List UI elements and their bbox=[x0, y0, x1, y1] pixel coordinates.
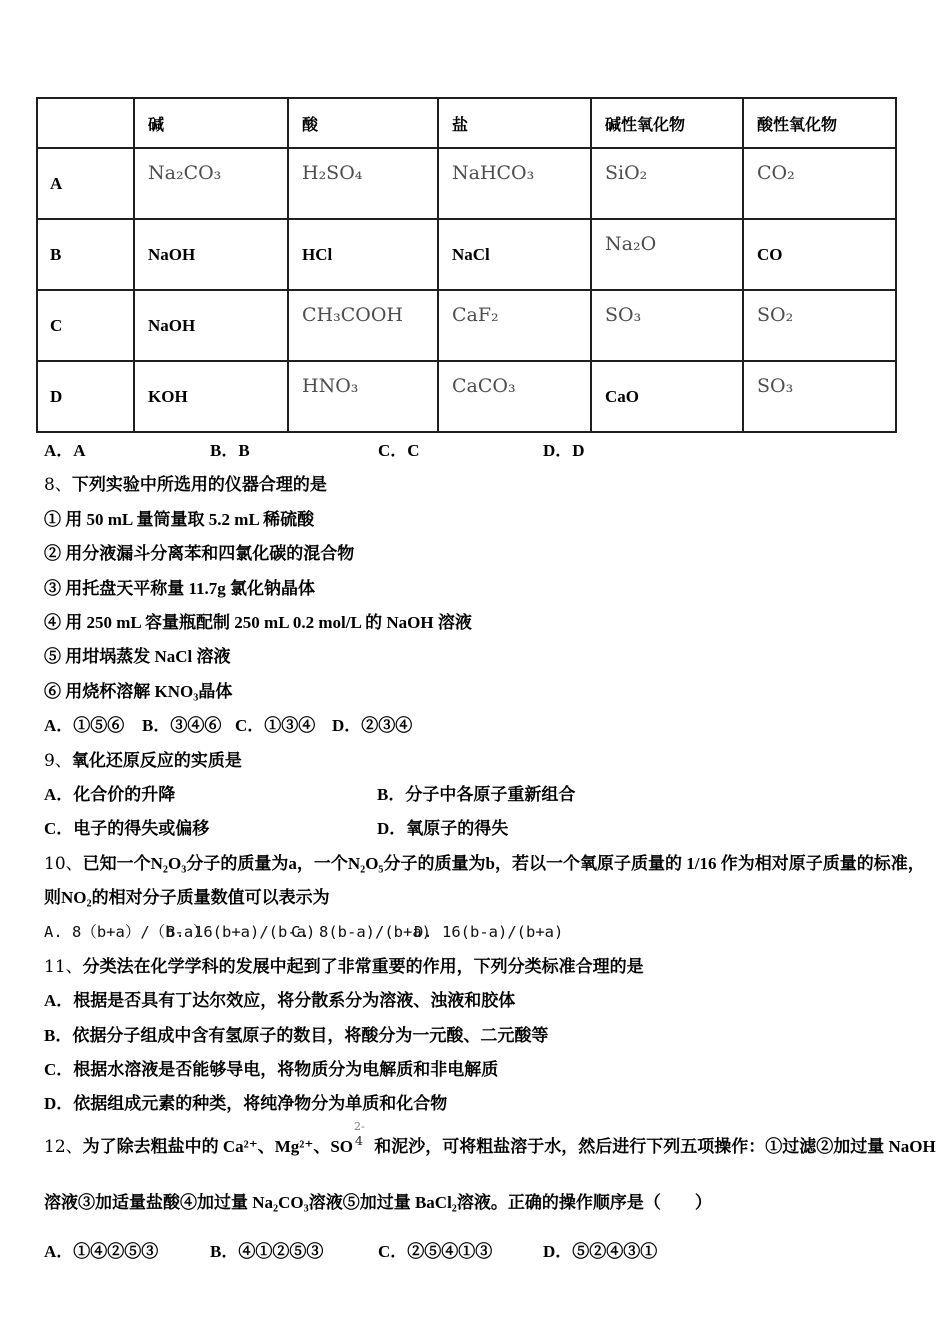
table-row-label: D bbox=[37, 361, 134, 432]
sulfate-ion-subscript: 4 bbox=[355, 1132, 363, 1148]
classification-table bbox=[36, 97, 897, 433]
option-d: D．②③④ bbox=[332, 716, 413, 736]
table-cell: NaOH bbox=[134, 290, 288, 361]
q12-options bbox=[44, 1235, 924, 1269]
table-cell: SiO₂ bbox=[591, 148, 743, 219]
option-c: C. 8(b-a)/(b+a) bbox=[291, 923, 431, 942]
option-b: B．分子中各原子重新组合 bbox=[377, 784, 576, 804]
q11-option-c: C．根据水溶液是否能够导电，将物质分为电解质和非电解质 bbox=[44, 1060, 499, 1080]
question-number: 9、 bbox=[44, 750, 72, 771]
table-header-acid: 酸 bbox=[288, 98, 438, 148]
table-cell: SO₂ bbox=[743, 290, 896, 361]
option-d: D. 16(b-a)/(b+a) bbox=[414, 923, 564, 942]
table-cell: Na₂CO₃ bbox=[134, 148, 288, 219]
q11-option-d: D．依据组成元素的种类，将纯净物分为单质和化合物 bbox=[44, 1094, 448, 1114]
q11-option-a: A．根据是否具有丁达尔效应，将分散系分为溶液、浊液和胶体 bbox=[44, 991, 516, 1011]
table-header-acidic-oxide: 酸性氧化物 bbox=[743, 98, 896, 148]
table-cell: HCl bbox=[288, 219, 438, 290]
question-number: 10、 bbox=[44, 853, 83, 874]
table-cell: Na₂O bbox=[591, 219, 743, 290]
table-cell: H₂SO₄ bbox=[288, 148, 438, 219]
question-title-text: 分类法在化学学科的发展中起到了非常重要的作用，下列分类标准合理的是 bbox=[82, 956, 644, 976]
q11-option-b: B．依据分子组成中含有氢原子的数目，将酸分为一元酸、二元酸等 bbox=[44, 1025, 549, 1045]
table-row-label: C bbox=[37, 290, 134, 361]
table-cell: NaHCO₃ bbox=[438, 148, 591, 219]
q8-item-2: ② 用分液漏斗分离苯和四氯化碳的混合物 bbox=[44, 544, 355, 564]
question-12-line-2: 溶液③加适量盐酸④加过量 Na₂CO₃溶液⑤加过量 BaCl₂溶液。正确的操作顺序是（ ） bbox=[44, 1192, 712, 1212]
option-d: D．D bbox=[543, 441, 585, 460]
q9-options-row-1 bbox=[44, 778, 924, 812]
question-number: 11、 bbox=[44, 956, 83, 977]
q8-item-5: ⑤ 用坩埚蒸发 NaCl 溶液 bbox=[44, 647, 231, 667]
question-title-text: 已知一个N₂O₃分子的质量为a，一个N₂O₅分子的质量为b，若以一个氧原子质量的 1/16 作为相对原子质量的标准， bbox=[82, 853, 925, 873]
table-cell: CaO bbox=[591, 361, 743, 432]
table-cell: CO bbox=[743, 219, 896, 290]
q8-item-1: ① 用 50 mL 量筒量取 5.2 mL 稀硫酸 bbox=[44, 509, 315, 529]
question-10-line-2: 则NO₂的相对分子质量数值可以表示为 bbox=[44, 888, 330, 908]
table-cell: HNO₃ bbox=[288, 361, 438, 432]
table-row-c bbox=[37, 290, 896, 361]
option-b: B．④①②⑤③ bbox=[210, 1241, 324, 1261]
option-a: A．化合价的升降 bbox=[44, 784, 176, 804]
table-cell: NaOH bbox=[134, 219, 288, 290]
table-header-basic-oxide: 碱性氧化物 bbox=[591, 98, 743, 148]
option-c: C．C bbox=[378, 441, 420, 460]
table-header-row bbox=[37, 98, 896, 148]
question-9-title bbox=[44, 744, 924, 778]
table-row-a bbox=[37, 148, 896, 219]
question-number: 8、 bbox=[44, 475, 72, 496]
option-b: B．③④⑥ bbox=[142, 716, 222, 736]
table-cell: CaF₂ bbox=[438, 290, 591, 361]
option-c: C．①③④ bbox=[235, 716, 316, 736]
option-d: D．⑤②④③① bbox=[543, 1241, 658, 1261]
question-11-title bbox=[44, 950, 924, 984]
table-row-b bbox=[37, 219, 896, 290]
question-text-post: 和泥沙，可将粗盐溶于水，然后进行下列五项操作：①过滤②加过量 NaOH bbox=[370, 1136, 936, 1156]
option-c: C．②⑤④①③ bbox=[378, 1241, 493, 1261]
option-b: B．B bbox=[210, 441, 250, 460]
table-cell: SO₃ bbox=[743, 361, 896, 432]
q9-options-row-2 bbox=[44, 812, 924, 846]
table-header-blank bbox=[37, 98, 134, 148]
sulfate-ion-charge: 2- bbox=[354, 1119, 365, 1133]
question-12-line-1 bbox=[44, 1119, 936, 1171]
question-10-line-1 bbox=[44, 847, 924, 881]
q8-item-4: ④ 用 250 mL 容量瓶配制 250 mL 0.2 mol/L 的 NaOH 溶液 bbox=[44, 612, 472, 632]
table-row-d bbox=[37, 361, 896, 432]
table-header-base: 碱 bbox=[134, 98, 288, 148]
q8-item-6: ⑥ 用烧杯溶解 KNO₃晶体 bbox=[44, 681, 233, 701]
table-answer-options bbox=[44, 434, 924, 468]
option-c: C．电子的得失或偏移 bbox=[44, 819, 210, 839]
question-number: 12、 bbox=[44, 1136, 83, 1157]
table-row-label: B bbox=[37, 219, 134, 290]
q8-item-3: ③ 用托盘天平称量 11.7g 氯化钠晶体 bbox=[44, 578, 316, 598]
table-cell: KOH bbox=[134, 361, 288, 432]
table-row-label: A bbox=[37, 148, 134, 219]
option-a: A．A bbox=[44, 441, 86, 460]
option-a: A．①④②⑤③ bbox=[44, 1241, 159, 1261]
option-b: B. 16(b+a)/(b-a) bbox=[166, 923, 316, 942]
question-8-title bbox=[44, 468, 924, 502]
questions-content bbox=[44, 434, 936, 1269]
table-cell: SO₃ bbox=[591, 290, 743, 361]
table-cell: CH₃COOH bbox=[288, 290, 438, 361]
table-header-salt: 盐 bbox=[438, 98, 591, 148]
option-a: A．①⑤⑥ bbox=[44, 716, 125, 736]
question-title-text: 下列实验中所选用的仪器合理的是 bbox=[71, 475, 327, 495]
q10-options bbox=[44, 915, 924, 949]
option-a: A. 8（b+a）/（b-a） bbox=[44, 923, 209, 942]
table-cell: CaCO₃ bbox=[438, 361, 591, 432]
sulfate-ion-notation bbox=[353, 1119, 370, 1155]
table-cell: NaCl bbox=[438, 219, 591, 290]
table-cell: CO₂ bbox=[743, 148, 896, 219]
question-text-pre: 为了除去粗盐中的 Ca²⁺、Mg²⁺、SO bbox=[82, 1136, 354, 1156]
option-d: D．氧原子的得失 bbox=[377, 819, 509, 839]
question-title-text: 氧化还原反应的实质是 bbox=[71, 750, 242, 770]
q8-options bbox=[44, 709, 924, 743]
